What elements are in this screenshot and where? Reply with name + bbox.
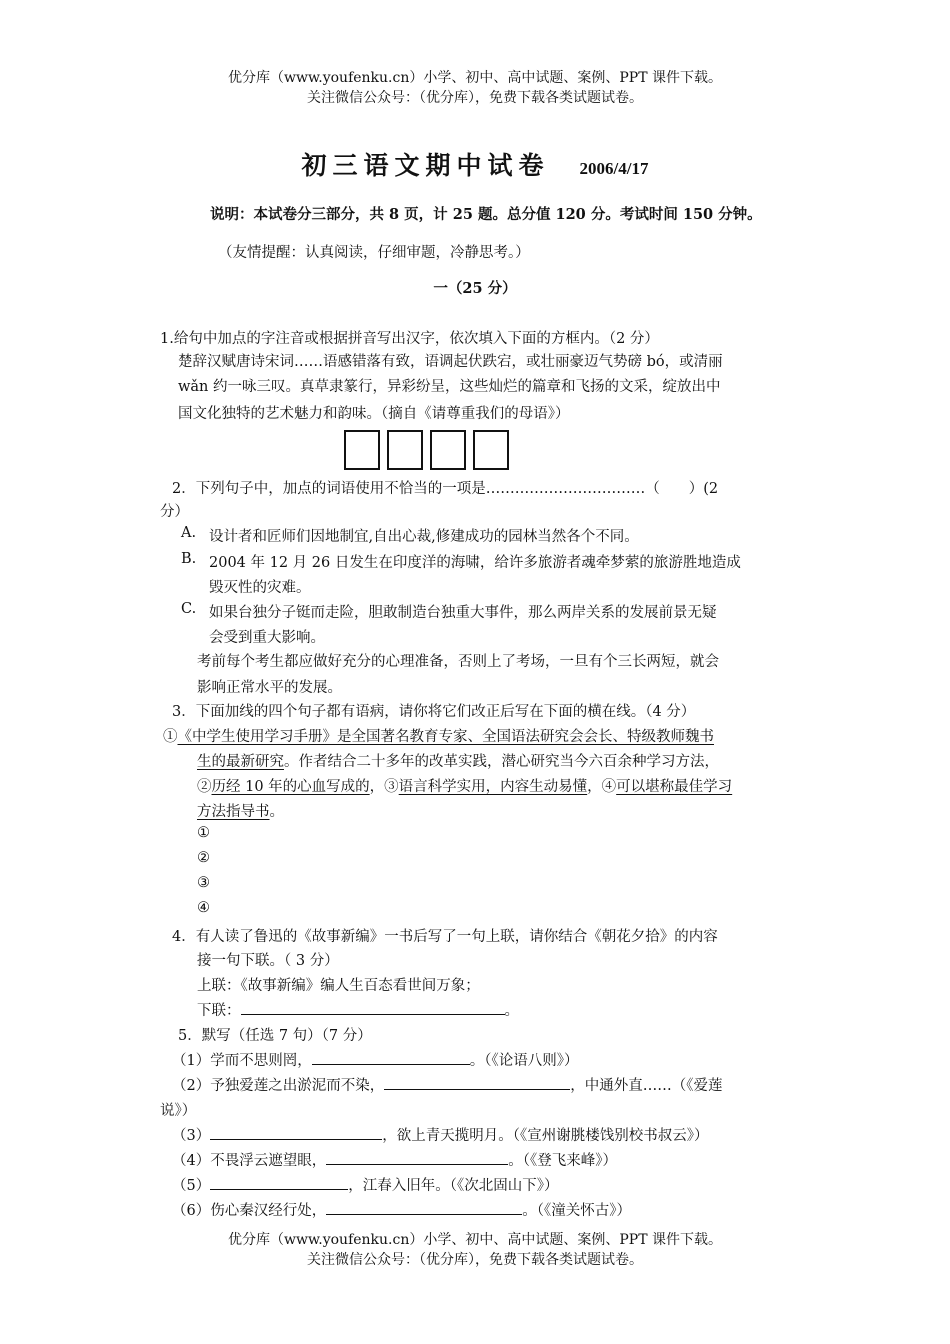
q5-item-2 xyxy=(172,1074,722,1095)
q5-item-2-blank[interactable] xyxy=(384,1075,570,1090)
q3-answer-4[interactable]: ④ xyxy=(197,900,210,916)
q3-passage-line-3 xyxy=(197,775,732,796)
footer-line-2: 关注微信公众号：（优分库），免费下载各类试题试卷。 xyxy=(307,1252,643,1268)
q3-underlined-1-cont: 生的最新研究 xyxy=(197,754,284,770)
q3-mark-1: ① xyxy=(163,729,178,745)
q4-lower-label: 下联： xyxy=(197,1003,241,1019)
q1-stem: 1.给句中加点的字注音或根据拼音写出汉字，依次填入下面的方框内。（2 分） xyxy=(160,331,659,347)
q1-passage-line-2: wǎn 约一咏三叹。真草隶篆行，异彩纷呈，这些灿烂的篇章和飞扬的文采，绽放出中 xyxy=(178,379,721,395)
title-text: 初三语文期中试卷 xyxy=(301,151,550,180)
q3-plain-1: 。作者结合二十多年的改革实践，潜心研究当今六百余种学习方法， xyxy=(284,754,719,770)
q5-item-3-blank[interactable] xyxy=(210,1125,382,1140)
answer-box-3[interactable] xyxy=(430,430,466,470)
page-title xyxy=(0,146,950,182)
answer-box-2[interactable] xyxy=(387,430,423,470)
q2-option-d-text-cont: 影响正常水平的发展。 xyxy=(197,680,342,696)
header-line-1: 优分库（www.youfenku.cn）小学、初中、高中试题、案例、PPT 课件下载。 xyxy=(227,70,722,86)
q4-stem-cont: 接一句下联。（ 3 分） xyxy=(197,953,339,969)
q2-stem-cont: 分） xyxy=(160,504,189,520)
q2-option-b-text-cont: 毁灭性的灾难。 xyxy=(209,580,311,596)
q3-answer-3[interactable]: ③ xyxy=(197,875,210,891)
q5-item-4-text: （4）不畏浮云遮望眼， xyxy=(172,1153,327,1169)
q5-item-6 xyxy=(172,1199,631,1220)
instruction: 说明：本试卷分三部分，共 8 页，计 25 题。总分值 120 分。考试时间 150 分钟。 xyxy=(210,206,762,223)
q5-item-5-blank[interactable] xyxy=(210,1175,348,1190)
q4-upper-couplet: 上联：《故事新编》编人生百态看世间万象； xyxy=(197,978,480,994)
q4-lower-blank[interactable] xyxy=(241,1000,505,1015)
q3-answer-2[interactable]: ② xyxy=(197,850,210,866)
q5-item-1-source: 。（《论语八则》） xyxy=(469,1053,579,1069)
q5-item-5-text: （5） xyxy=(172,1178,211,1194)
q3-passage-line-1 xyxy=(163,725,714,746)
q5-item-5-source: ，江春入旧年。（《次北固山下》） xyxy=(348,1178,559,1194)
title-date: 2006/4/17 xyxy=(579,159,649,178)
answer-box-1[interactable] xyxy=(344,430,380,470)
q2-option-c-label: C. xyxy=(181,601,197,617)
q5-item-2-cont: 说》） xyxy=(160,1103,197,1119)
q1-passage-line-1: 楚辞汉赋唐诗宋词……语感错落有致，语调起伏跌宕，或壮丽豪迈气势磅 bó，或清丽 xyxy=(178,354,723,370)
q1-passage-line-3: 国文化独特的艺术魅力和韵味。（摘自《请尊重我们的母语》） xyxy=(178,406,570,422)
q5-item-6-text: （6）伤心秦汉经行处， xyxy=(172,1203,327,1219)
q3-stem: 3．下面加线的四个句子都有语病，请你将它们改正后写在下面的横在线。（4 分） xyxy=(172,704,696,720)
q3-passage-line-2 xyxy=(197,750,719,771)
q5-stem: 5．默写（任选 7 句）（7 分） xyxy=(178,1028,372,1044)
q4-stem: 4．有人读了鲁迅的《故事新编》一书后写了一句上联，请你结合《朝花夕拾》的内容 xyxy=(172,929,718,945)
q2-option-c-text: 如果台独分子铤而走险，胆敢制造台独重大事件，那么两岸关系的发展前景无疑 xyxy=(209,605,717,621)
q2-option-d-text: 考前每个考生都应做好充分的心理准备，否则上了考场，一旦有个三长两短，就会 xyxy=(197,654,719,670)
q2-option-b-text: 2004 年 12 月 26 日发生在印度洋的海啸，给许多旅游者魂牵梦萦的旅游胜地造成 xyxy=(209,555,741,571)
q5-item-4 xyxy=(172,1149,617,1170)
q3-mark-3: ，③ xyxy=(369,779,399,795)
q4-lower-couplet xyxy=(197,999,519,1020)
q5-item-4-source: 。（《登飞来峰》） xyxy=(508,1153,617,1169)
q3-underlined-4: 可以堪称最佳学习 xyxy=(616,779,733,795)
q5-item-4-blank[interactable] xyxy=(326,1150,508,1165)
q5-item-3-text: （3） xyxy=(172,1128,211,1144)
q5-item-3-source: ，欲上青天揽明月。（《宣州谢朓楼饯别校书叔云》） xyxy=(382,1128,709,1144)
q2-stem: 2．下列句子中，加点的词语使用不恰当的一项是……………………………（ ）(2 xyxy=(172,481,719,497)
section-1-heading: 一（25 分） xyxy=(433,280,517,297)
q5-item-2-text: （2）予独爱莲之出淤泥而不染， xyxy=(172,1078,385,1094)
q5-item-5 xyxy=(172,1174,558,1195)
q3-underlined-1: 《中学生使用学习手册》是全国著名教育专家、全国语法研究会会长、特级教师魏书 xyxy=(177,729,714,745)
q4-lower-end: 。 xyxy=(504,1003,519,1019)
q5-item-1-blank[interactable] xyxy=(312,1050,470,1065)
q5-item-3 xyxy=(172,1124,708,1145)
q5-item-6-blank[interactable] xyxy=(326,1200,522,1215)
q2-option-a-text: 设计者和匠师们因地制宜,自出心裁,修建成功的园林当然各个不同。 xyxy=(209,529,639,545)
q5-item-6-source: 。（《潼关怀古》） xyxy=(522,1203,631,1219)
q3-answer-1[interactable]: ① xyxy=(197,825,210,841)
q3-mark-2: ② xyxy=(197,779,212,795)
q3-underlined-4-cont: 方法指导书 xyxy=(197,804,270,820)
footer-line-1: 优分库（www.youfenku.cn）小学、初中、高中试题、案例、PPT 课件下载。 xyxy=(227,1232,722,1248)
q2-option-b-label: B. xyxy=(181,551,197,567)
q3-underlined-3: 语言科学实用，内容生动易懂 xyxy=(398,779,588,795)
q5-item-1-text: （1）学而不思则罔， xyxy=(172,1053,312,1069)
q2-option-a-label: A. xyxy=(181,525,197,541)
header-line-2: 关注微信公众号：（优分库），免费下载各类试题试卷。 xyxy=(307,90,643,106)
q3-mark-4: ，④ xyxy=(587,779,617,795)
q3-underlined-2: 历经 10 年的心血写成的 xyxy=(211,779,370,795)
answer-box-4[interactable] xyxy=(473,430,509,470)
q3-passage-line-4 xyxy=(197,800,284,821)
q5-item-1 xyxy=(172,1049,578,1070)
q3-end: 。 xyxy=(269,804,284,820)
q2-option-c-text-cont: 会受到重大影响。 xyxy=(209,630,325,646)
reminder: （友情提醒：认真阅读，仔细审题，冷静思考。） xyxy=(218,245,530,261)
q5-item-2-source: ，中通外直……（《爱莲 xyxy=(570,1078,723,1094)
